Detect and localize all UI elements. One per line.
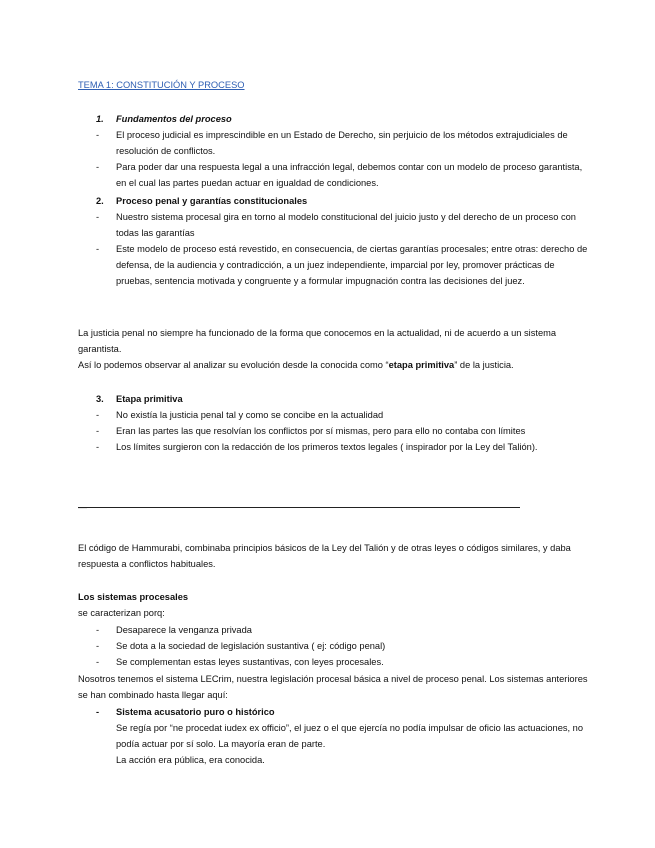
list-item (92, 209, 592, 241)
list-item (92, 159, 592, 191)
list-item (92, 439, 592, 455)
bullet-text: Este modelo de proceso está revestido, en consecuencia, de ciertas garantías procesales; entre otras: derecho de defensa, de la audiencia y contradicción, a un juez independiente, imparcial por ley, promover prácticas de pruebas, sentencia motivada y congruente y a formular impugnación contra las decisiones del juez. (116, 244, 588, 286)
separator-line (78, 507, 520, 508)
bullet-dash: - (96, 410, 100, 420)
bullet-heading: Sistema acusatorio puro o histórico (116, 707, 275, 717)
bullet-dash: - (96, 442, 100, 452)
bullet-text: Nuestro sistema procesal gira en torno al modelo constitucional del juicio justo y del derecho de un proceso con todas las garantías (116, 212, 576, 238)
list-item (92, 704, 592, 720)
section-heading (92, 391, 592, 407)
section-etapa-primitiva (92, 391, 592, 455)
paragraph-text: Así lo podemos observar al analizar su evolución desde la conocida como “ (78, 360, 389, 370)
paragraph-justicia-penal (78, 325, 598, 373)
paragraph-text: ” de la justicia. (454, 360, 514, 370)
bullet-dash: - (96, 162, 100, 172)
bullet-text: No existía la justicia penal tal y como se concibe en la actualidad (116, 410, 384, 420)
emphasis-text: etapa primitiva (388, 360, 455, 370)
list-item (92, 423, 592, 439)
section-number: 1. (96, 114, 104, 124)
section-proceso-penal (92, 193, 592, 289)
section-title: Etapa primitiva (116, 394, 183, 404)
section-number: 2. (96, 196, 104, 206)
acusatorio-text: La acción era pública, era conocida. (116, 755, 265, 765)
bullet-dash: - (96, 657, 100, 667)
bullet-text: Se complementan estas leyes sustantivas, con leyes procesales. (116, 657, 384, 667)
bullet-text: Eran las partes las que resolvían los conflictos por sí mismas, pero para ello no contaba con límites (116, 426, 526, 436)
list-item (92, 127, 592, 159)
bullet-text: Para poder dar una respuesta legal a una infracción legal, debemos contar con un modelo de proceso garantista, en el cual las partes puedan actuar en igualdad de condiciones. (116, 162, 583, 188)
bullet-dash: - (96, 625, 100, 635)
bullet-dash: - (96, 244, 100, 254)
separator-dash: — (78, 502, 87, 512)
paragraph-hammurabi: El código de Hammurabi, combinaba principios básicos de la Ley del Talión y de otras leyes o códigos similares, y daba respuesta a conflictos habituales. (78, 543, 571, 569)
section-fundamentos (92, 111, 592, 191)
paragraph-lecrim: Nosotros tenemos el sistema LECrim, nuestra legislación procesal básica a nivel de proceso penal. Los sistemas anteriores se han combinado hasta llegar aquí: (78, 674, 588, 700)
bullet-dash: - (96, 641, 100, 651)
bullet-text: Desaparece la venganza privada (116, 625, 252, 635)
paragraph-line (78, 357, 598, 373)
bullet-dash: - (96, 426, 100, 436)
bullet-text: Se dota a la sociedad de legislación sustantiva ( ej: código penal) (116, 641, 386, 651)
document-title: TEMA 1: CONSTITUCIÓN Y PROCESO (78, 80, 245, 90)
list-item (92, 622, 592, 638)
paragraph-line: La justicia penal no siempre ha funcionado de la forma que conocemos en la actualidad, ni de acuerdo a un sistema garantista. (78, 328, 557, 354)
list-item (92, 407, 592, 423)
list-item (92, 638, 592, 654)
bullet-text: El proceso judicial es imprescindible en un Estado de Derecho, sin perjuicio de los métodos extrajudiciales de resolución de conflictos. (116, 130, 568, 156)
subsection-intro: se caracterizan porq: (78, 608, 165, 618)
subsection-title: Los sistemas procesales (78, 592, 189, 602)
sistemas-heading (78, 589, 598, 621)
sistema-acusatorio (92, 704, 592, 768)
bullet-dash: - (96, 707, 100, 717)
sistemas-list (92, 622, 592, 670)
bullet-dash: - (96, 212, 100, 222)
bullet-text: Los límites surgieron con la redacción de los primeros textos legales ( inspirador por la Ley del Talión). (116, 442, 538, 452)
section-heading (92, 111, 592, 127)
section-number: 3. (96, 394, 104, 404)
bullet-dash: - (96, 130, 100, 140)
section-title: Proceso penal y garantías constitucionales (116, 196, 308, 206)
list-item (92, 241, 592, 289)
section-title: Fundamentos del proceso (116, 114, 232, 124)
section-heading (92, 193, 592, 209)
list-item (92, 654, 592, 670)
acusatorio-text: Se regía por “ne procedat iudex ex officio”, el juez o el que ejercía no podía impulsar de oficio las actuaciones, no podía actuar por sí solo. La mayoría eran de parte. (116, 723, 584, 749)
